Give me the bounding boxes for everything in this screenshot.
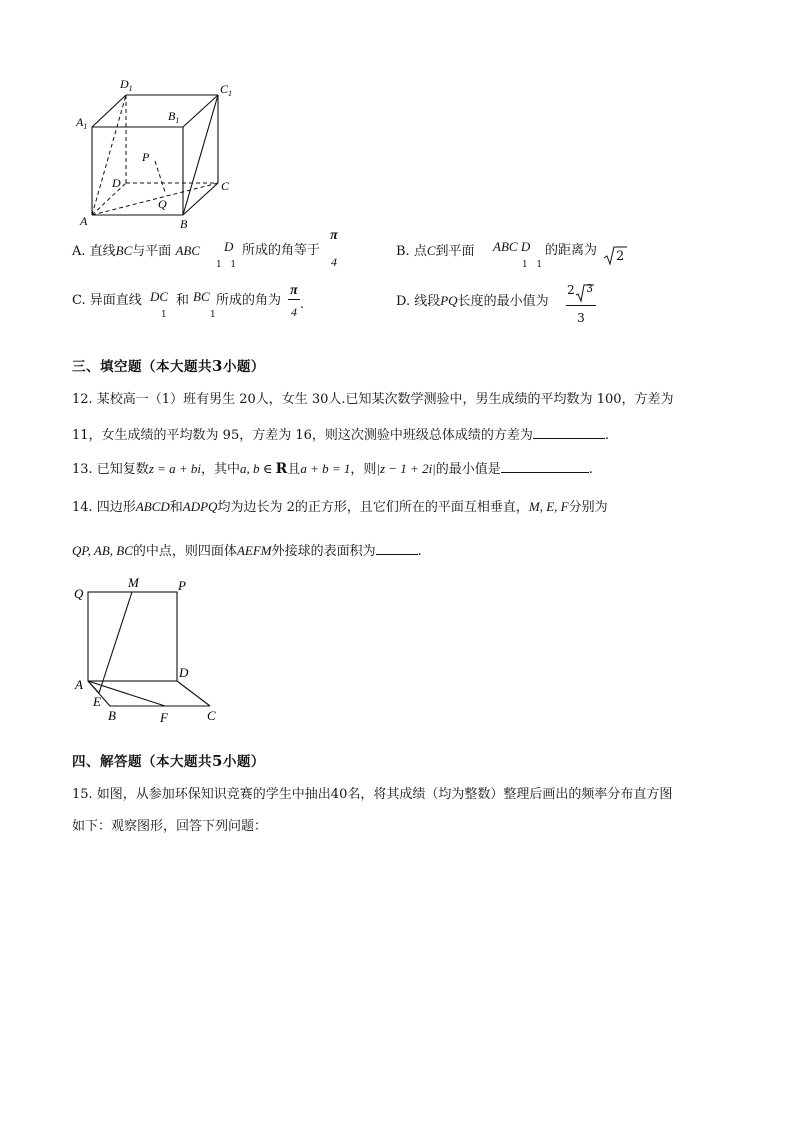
- label-C: C: [221, 179, 230, 193]
- option-c-and: 和: [176, 293, 190, 308]
- fig2-label-Q: Q: [74, 586, 84, 601]
- label-B: B: [180, 217, 188, 231]
- label-A1: $A_1$: [76, 115, 88, 131]
- fig2-label-P: P: [178, 578, 186, 593]
- option-b-subs: 1 1: [522, 260, 543, 270]
- q14-line1: 14. 四边形ABCD和ADPQ均为边长为 2的正方形，且它们所在的平面互相垂直，M, E, F分别为: [72, 499, 608, 515]
- option-c-fraction: π 4: [287, 283, 301, 320]
- label-B1: $B_1$: [168, 109, 180, 125]
- cube-figure: [70, 75, 250, 235]
- option-b-plane: ABC D: [493, 239, 531, 254]
- option-c-dc: DC: [150, 289, 169, 304]
- square-figure: [70, 572, 230, 730]
- q12-line1: 12. 某校高一（1）班有男生 20人，女生 30人.已知某次数学测验中，男生成绩的平均数为 100，方差为: [72, 392, 674, 407]
- q13-answer-blank[interactable]: [501, 458, 589, 473]
- option-a: A. 直线BC与平面 ABC: [72, 243, 200, 259]
- option-c-period: .: [300, 297, 305, 312]
- label-C1: $C_1$: [220, 82, 233, 98]
- option-c: C. 异面直线: [72, 293, 142, 308]
- option-c-bc-sub: 1: [210, 310, 216, 320]
- option-d: D. 线段PQ长度的最小值为: [396, 293, 549, 309]
- q14-line2: QP, AB, BC的中点，则四面体AEFM外接球的表面积为 .: [72, 540, 422, 561]
- section-4-heading: 四、解答题（本大题共5小题）: [72, 752, 265, 770]
- label-P: P: [142, 150, 150, 164]
- fig2-label-F: F: [160, 710, 168, 725]
- q15-line2: 如下：观察图形，回答下列问题：: [72, 819, 268, 834]
- option-b-sqrt: 2: [603, 244, 627, 272]
- option-c-dc-sub: 1: [161, 310, 167, 320]
- fig2-label-A: A: [75, 677, 83, 692]
- section-3-heading: 三、填空题（本大题共3小题）: [72, 357, 265, 375]
- label-Q: Q: [158, 197, 167, 211]
- option-c-suffix: 所成的角为: [216, 293, 282, 308]
- fig2-label-E: E: [93, 694, 101, 709]
- option-c-bc: BC: [193, 289, 210, 304]
- option-a-plane-d: D: [224, 239, 234, 254]
- fig2-label-C: C: [207, 708, 216, 723]
- label-A: A: [80, 214, 88, 228]
- q14-answer-blank[interactable]: [376, 540, 418, 555]
- q12-line2: 11，女生成绩的平均数为 95，方差为 16，则这次测验中班级总体成绩的方差为 .: [72, 424, 609, 445]
- option-a-fraction: π 4: [330, 228, 338, 269]
- option-a-subs: 1 1: [216, 260, 237, 270]
- q13: 13. 已知复数z = a + bi，其中a, b ∈ R且a + b = 1，则|z − 1 + 2i|的最小值是 .: [72, 458, 593, 479]
- option-b-suffix: 的距离为: [545, 243, 598, 258]
- option-a-suffix: 所成的角等于: [242, 243, 321, 258]
- fig2-label-B: B: [108, 708, 116, 723]
- q12-answer-blank[interactable]: [533, 424, 605, 439]
- fig2-label-D: D: [179, 665, 189, 680]
- q15-line1: 15. 如图，从参加环保知识竞赛的学生中抽出40名，将其成绩（均为整数）整理后画出的频率分布直方图: [72, 787, 673, 802]
- label-D: D: [112, 176, 121, 190]
- label-D1: $D_1$: [120, 77, 133, 93]
- option-b: B. 点C到平面: [396, 243, 475, 259]
- fig2-label-M: M: [128, 575, 139, 590]
- option-d-fraction: 2 3 3: [565, 283, 597, 326]
